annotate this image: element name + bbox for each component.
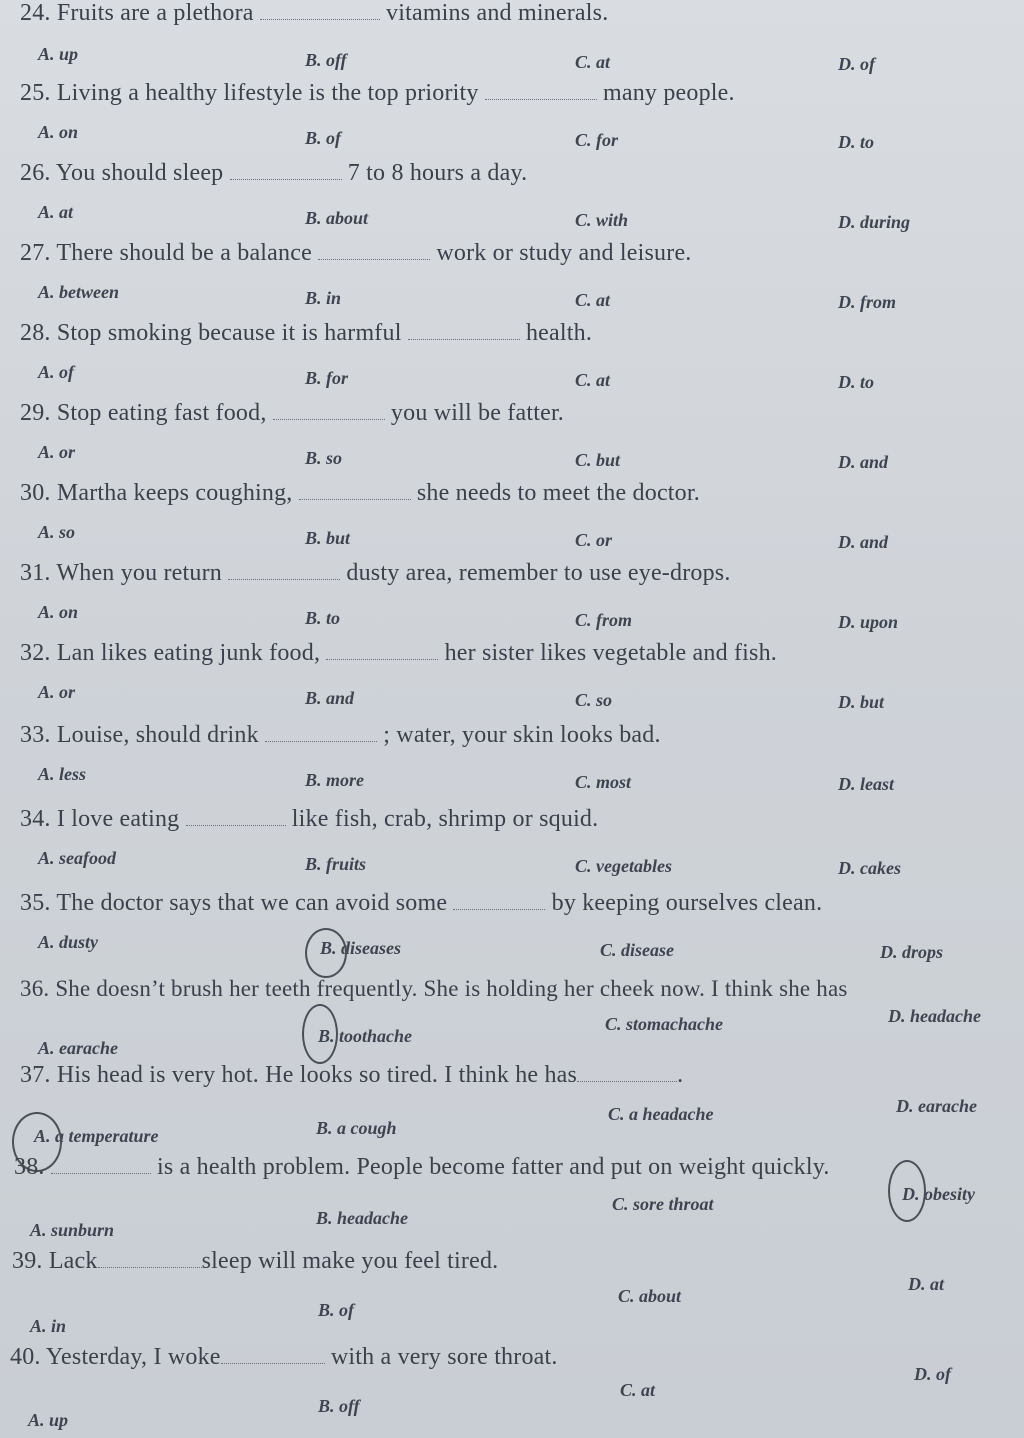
question-stem <box>20 560 731 587</box>
question-item <box>0 890 1024 972</box>
option-b[interactable]: B. in <box>305 288 342 308</box>
option-c[interactable]: C. vegetables <box>575 856 672 876</box>
answer-blank[interactable] <box>318 245 430 260</box>
question-number: 38. <box>14 1154 45 1180</box>
option-d[interactable]: D. and <box>838 452 889 472</box>
answer-blank[interactable] <box>260 5 380 20</box>
question-stem <box>20 400 564 427</box>
option-a[interactable]: A. of <box>38 362 74 382</box>
question-stem <box>20 722 661 749</box>
question-number: 34. <box>20 806 51 832</box>
option-b[interactable]: B. but <box>305 528 351 548</box>
question-text: Louise, should drink <box>56 722 259 748</box>
question-stem <box>20 80 735 107</box>
option-c[interactable]: C. a headache <box>608 1104 714 1124</box>
option-b[interactable]: B. to <box>305 608 341 628</box>
option-c[interactable]: C. most <box>575 772 632 792</box>
question-text-end: like fish, crab, shrimp or squid. <box>291 806 599 832</box>
question-number: 29. <box>20 400 51 426</box>
option-d[interactable]: D. and <box>838 532 889 552</box>
question-text: Fruits are a plethora <box>56 0 254 26</box>
question-number: 39. <box>12 1248 43 1274</box>
option-b[interactable]: B. of <box>318 1300 354 1320</box>
question-text-end: by keeping ourselves clean. <box>551 890 823 916</box>
question-stem <box>20 640 777 667</box>
option-b[interactable]: B. off <box>318 1396 360 1416</box>
question-stem <box>20 806 598 833</box>
option-b[interactable]: B. of <box>305 128 341 148</box>
question-text: Yesterday, I woke <box>45 1344 221 1370</box>
option-c[interactable]: C. about <box>618 1286 682 1306</box>
question-item <box>0 400 1024 482</box>
option-c[interactable]: C. so <box>575 690 613 710</box>
answer-blank[interactable] <box>221 1349 325 1364</box>
answer-blank[interactable] <box>98 1253 202 1268</box>
question-item <box>0 2 1024 84</box>
question-stem <box>20 890 822 917</box>
question-number: 37. <box>20 1062 51 1088</box>
question-number: 35. <box>20 890 51 916</box>
answer-blank[interactable] <box>273 405 385 420</box>
option-c[interactable]: C. or <box>575 530 613 550</box>
option-a[interactable]: A. or <box>38 442 76 462</box>
option-c[interactable]: C. from <box>575 610 633 630</box>
question-text-end: sleep will make you feel tired. <box>201 1248 499 1274</box>
question-item <box>0 80 1024 162</box>
option-a[interactable]: A. seafood <box>38 848 116 868</box>
question-stem <box>12 1248 498 1275</box>
question-text: The doctor says that we can avoid some <box>56 890 448 916</box>
question-number: 24. <box>20 0 51 26</box>
question-text-end: dusty area, remember to use eye-drops. <box>346 560 731 586</box>
option-a[interactable]: A. sunburn <box>30 1220 115 1240</box>
option-b[interactable]: B. so <box>305 448 343 468</box>
question-number: 30. <box>20 480 51 506</box>
question-stem <box>20 1062 683 1089</box>
option-b[interactable]: B. toothache <box>318 1026 413 1046</box>
option-c[interactable]: C. sore throat <box>612 1194 714 1214</box>
option-c[interactable]: C. for <box>575 130 619 150</box>
option-a[interactable]: A. earache <box>38 1038 118 1058</box>
option-c[interactable]: C. with <box>575 210 629 230</box>
question-stem <box>10 1344 558 1371</box>
question-text-end: vitamins and minerals. <box>386 0 609 26</box>
option-d[interactable]: D. during <box>838 212 911 232</box>
option-a[interactable]: A. on <box>38 122 79 142</box>
option-c[interactable]: C. at <box>620 1380 656 1400</box>
question-item <box>0 806 1024 888</box>
option-d[interactable]: D. but <box>838 692 885 712</box>
option-a[interactable]: A. or <box>38 682 76 702</box>
question-stem <box>14 1154 830 1181</box>
question-text-end: is a health problem. People become fatter and put on weight quickly. <box>157 1154 830 1180</box>
question-text-end: work or study and leisure. <box>436 240 692 266</box>
question-text-end: with a very sore throat. <box>330 1344 558 1370</box>
question-item <box>0 976 1024 1058</box>
question-number: 25. <box>20 80 51 106</box>
question-item <box>0 640 1024 722</box>
question-number: 26. <box>20 160 51 186</box>
option-d[interactable]: D. from <box>838 292 896 312</box>
question-text-end: you will be fatter. <box>390 400 565 426</box>
option-b[interactable]: B. about <box>305 208 369 228</box>
option-b[interactable]: B. fruits <box>305 854 367 874</box>
question-text: Stop smoking because it is harmful <box>56 320 402 346</box>
question-text: When you return <box>56 560 222 586</box>
answer-blank[interactable] <box>186 811 286 826</box>
question-text: Stop eating fast food, <box>56 400 267 426</box>
option-d[interactable]: D. obesity <box>902 1184 975 1204</box>
question-number: 40. <box>10 1344 41 1370</box>
question-number: 31. <box>20 560 51 586</box>
question-text-end: her sister likes vegetable and fish. <box>444 640 777 666</box>
question-text-end: 7 to 8 hours a day. <box>347 160 528 186</box>
question-item <box>0 1154 1024 1240</box>
option-c[interactable]: C. at <box>575 290 611 310</box>
option-a[interactable]: A. in <box>30 1316 67 1336</box>
option-a[interactable]: A. on <box>38 602 79 622</box>
question-number: 33. <box>20 722 51 748</box>
answer-blank[interactable] <box>453 895 545 910</box>
option-a[interactable]: A. between <box>38 282 119 302</box>
question-text-end: health. <box>525 320 593 346</box>
answer-blank[interactable] <box>485 85 597 100</box>
question-item <box>0 320 1024 402</box>
question-number: 32. <box>20 640 51 666</box>
option-a[interactable]: A. dusty <box>38 932 99 952</box>
question-stem <box>20 160 527 187</box>
option-c[interactable]: C. but <box>575 450 621 470</box>
answer-blank[interactable] <box>299 485 411 500</box>
question-text-end: ; water, your skin looks bad. <box>383 722 661 748</box>
question-stem <box>20 0 608 27</box>
option-c[interactable]: C. at <box>575 52 611 72</box>
option-b[interactable]: B. diseases <box>320 938 401 958</box>
option-d[interactable]: D. to <box>838 132 874 152</box>
question-item <box>0 560 1024 642</box>
question-item <box>0 1062 1024 1144</box>
question-number: 28. <box>20 320 51 346</box>
question-item <box>0 722 1024 804</box>
option-d[interactable]: D. of <box>838 54 875 74</box>
question-item <box>0 1248 1024 1336</box>
option-a[interactable]: A. so <box>38 522 76 542</box>
answer-blank[interactable] <box>577 1067 677 1082</box>
question-item <box>0 240 1024 322</box>
option-a[interactable]: A. less <box>38 764 87 784</box>
question-text: Lack <box>48 1248 98 1274</box>
option-c[interactable]: C. stomachache <box>605 1014 724 1034</box>
question-text: Martha keeps coughing, <box>56 480 293 506</box>
question-text: She doesn’t brush her teeth frequently. She is holding her cheek now. I think she has <box>55 976 848 1001</box>
option-b[interactable]: B. headache <box>316 1208 408 1228</box>
option-d[interactable]: D. upon <box>838 612 899 632</box>
question-text: Living a healthy lifestyle is the top priority <box>56 80 479 106</box>
question-text-end: . <box>677 1062 684 1088</box>
option-d[interactable]: D. earache <box>896 1096 977 1116</box>
question-item <box>0 1344 1024 1430</box>
option-a[interactable]: A. a temperature <box>34 1126 159 1146</box>
answer-blank[interactable] <box>265 727 377 742</box>
option-b[interactable]: B. a cough <box>316 1118 397 1138</box>
option-a[interactable]: A. up <box>38 44 79 64</box>
answer-blank[interactable] <box>230 165 342 180</box>
option-d[interactable]: D. of <box>914 1364 951 1384</box>
question-stem <box>20 240 692 267</box>
answer-blank[interactable] <box>228 565 340 580</box>
option-c[interactable]: C. at <box>575 370 611 390</box>
option-d[interactable]: D. headache <box>888 1006 981 1026</box>
question-number: 36. <box>20 976 50 1001</box>
option-b[interactable]: B. more <box>305 770 365 790</box>
question-text: I love eating <box>56 806 180 832</box>
question-text-end: she needs to meet the doctor. <box>416 480 700 506</box>
option-d[interactable]: D. drops <box>880 942 944 962</box>
question-text: His head is very hot. He looks so tired. I think he has <box>56 1062 578 1088</box>
option-d[interactable]: D. cakes <box>838 858 901 878</box>
option-d[interactable]: D. to <box>838 372 874 392</box>
option-a[interactable]: A. at <box>38 202 74 222</box>
option-d[interactable]: D. at <box>908 1274 944 1294</box>
question-text: Lan likes eating junk food, <box>56 640 321 666</box>
question-text: You should sleep <box>55 160 224 186</box>
option-b[interactable]: B. and <box>305 688 355 708</box>
option-c[interactable]: C. disease <box>600 940 674 960</box>
question-stem <box>20 480 700 507</box>
answer-blank[interactable] <box>408 325 520 340</box>
answer-blank[interactable] <box>326 645 438 660</box>
question-item <box>0 160 1024 242</box>
question-stem <box>20 320 592 347</box>
option-d[interactable]: D. least <box>838 774 894 794</box>
answer-blank[interactable] <box>51 1159 151 1174</box>
option-a[interactable]: A. up <box>28 1410 69 1430</box>
question-number: 27. <box>20 240 51 266</box>
question-text-end: many people. <box>603 80 735 106</box>
question-text: There should be a balance <box>56 240 312 266</box>
option-b[interactable]: B. off <box>305 50 347 70</box>
question-item <box>0 480 1024 562</box>
option-b[interactable]: B. for <box>305 368 349 388</box>
question-stem <box>20 976 848 1002</box>
